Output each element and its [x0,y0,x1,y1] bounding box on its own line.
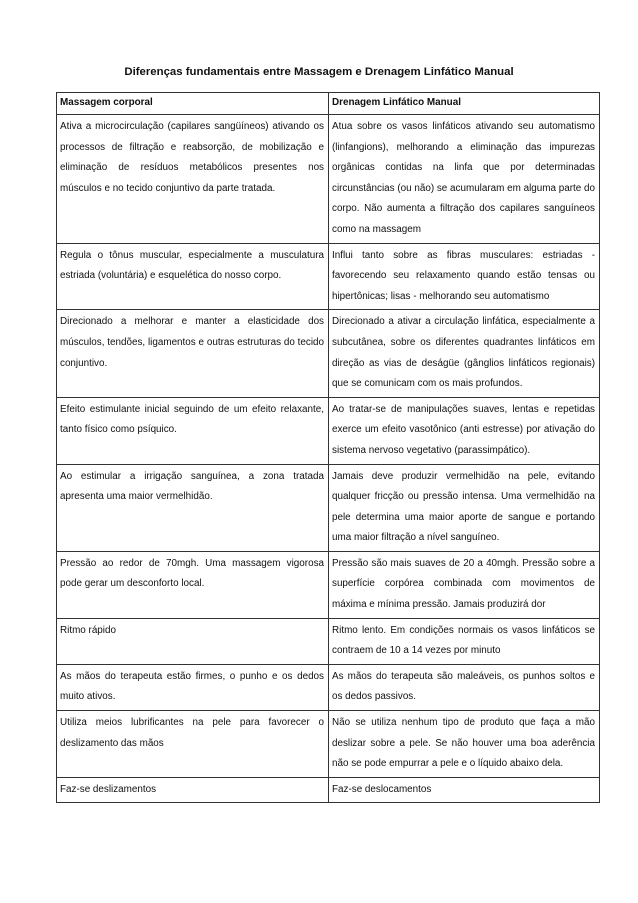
cell-massagem: Pressão ao redor de 70mgh. Uma massagem vigorosa pode gerar um desconforto local. [57,551,329,618]
cell-massagem: Regula o tônus muscular, especialmente a musculatura estriada (voluntária) e esquelética do nosso corpo. [57,243,329,310]
cell-massagem: Ritmo rápido [57,618,329,664]
cell-drenagem: Ao tratar-se de manipulações suaves, lentas e repetidas exerce um efeito vasotônico (anti estresse) por ativação do sistema nervoso vegetativo (parassimpático). [329,397,600,464]
cell-massagem: Direcionado a melhorar e manter a elasticidade dos músculos, tendões, ligamentos e outras estruturas do tecido conjuntivo. [57,310,329,397]
table-row [57,243,600,310]
table-row [57,711,600,778]
comparison-table [56,92,600,803]
cell-drenagem: Ritmo lento. Em condições normais os vasos linfáticos se contraem de 10 a 14 vezes por minuto [329,618,600,664]
cell-drenagem: Jamais deve produzir vermelhidão na pele, evitando qualquer fricção ou pressão intensa. Uma vermelhidão na pele determina uma maior aporte de sangue e portando uma maior filtração a nível sanguíneo. [329,464,600,551]
cell-massagem: Faz-se deslizamentos [57,777,329,803]
header-drenagem: Drenagem Linfático Manual [329,93,600,115]
cell-drenagem: Atua sobre os vasos linfáticos ativando seu automatismo (linfangions), melhorando a eliminação das impurezas orgânicas contidas na linfa que por determinadas circunstâncias (ou não) se acumularam em alguma parte do corpo. Não aumenta a filtração dos capilares sanguíneos como na massagem [329,115,600,244]
table-row [57,777,600,803]
table-row [57,664,600,710]
cell-drenagem: Influi tanto sobre as fibras musculares: estriadas - favorecendo seu relaxamento quando estão tensas ou hipertônicas; lisas - melhorando seu automatismo [329,243,600,310]
table-row [57,464,600,551]
table-row [57,310,600,397]
cell-drenagem: Direcionado a ativar a circulação linfática, especialmente a subcutânea, sobre os diferentes quadrantes linfáticos em direção as vias de deságüe (gânglios linfáticos regionais) que se comunicam com os mais profundos. [329,310,600,397]
cell-drenagem: Pressão são mais suaves de 20 a 40mgh. Pressão sobre a superfície corpórea combinada com movimentos de máxima e mínima pressão. Jamais produzirá dor [329,551,600,618]
table-row [57,618,600,664]
cell-massagem: Efeito estimulante inicial seguindo de um efeito relaxante, tanto físico como psíquico. [57,397,329,464]
cell-massagem: Ativa a microcirculação (capilares sangüíneos) ativando os processos de filtração e reabsorção, de mobilização e eliminação de resíduos metabólicos presentes nos músculos e no tecido conjuntivo da parte tratada. [57,115,329,244]
table-row [57,397,600,464]
table-row [57,551,600,618]
header-massagem: Massagem corporal [57,93,329,115]
document-title: Diferenças fundamentais entre Massagem e Drenagem Linfático Manual [124,66,514,78]
table-header-row [57,93,600,115]
cell-drenagem: As mãos do terapeuta são maleáveis, os punhos soltos e os dedos passivos. [329,664,600,710]
cell-drenagem: Faz-se deslocamentos [329,777,600,803]
cell-massagem: As mãos do terapeuta estão firmes, o punho e os dedos muito ativos. [57,664,329,710]
table-row [57,115,600,244]
cell-drenagem: Não se utiliza nenhum tipo de produto que faça a mão deslizar sobre a pele. Se não houver uma boa aderência não se pode empurrar a pele e o líquido abaixo dela. [329,711,600,778]
cell-massagem: Ao estimular a irrigação sanguínea, a zona tratada apresenta uma maior vermelhidão. [57,464,329,551]
cell-massagem: Utiliza meios lubrificantes na pele para favorecer o deslizamento das mãos [57,711,329,778]
